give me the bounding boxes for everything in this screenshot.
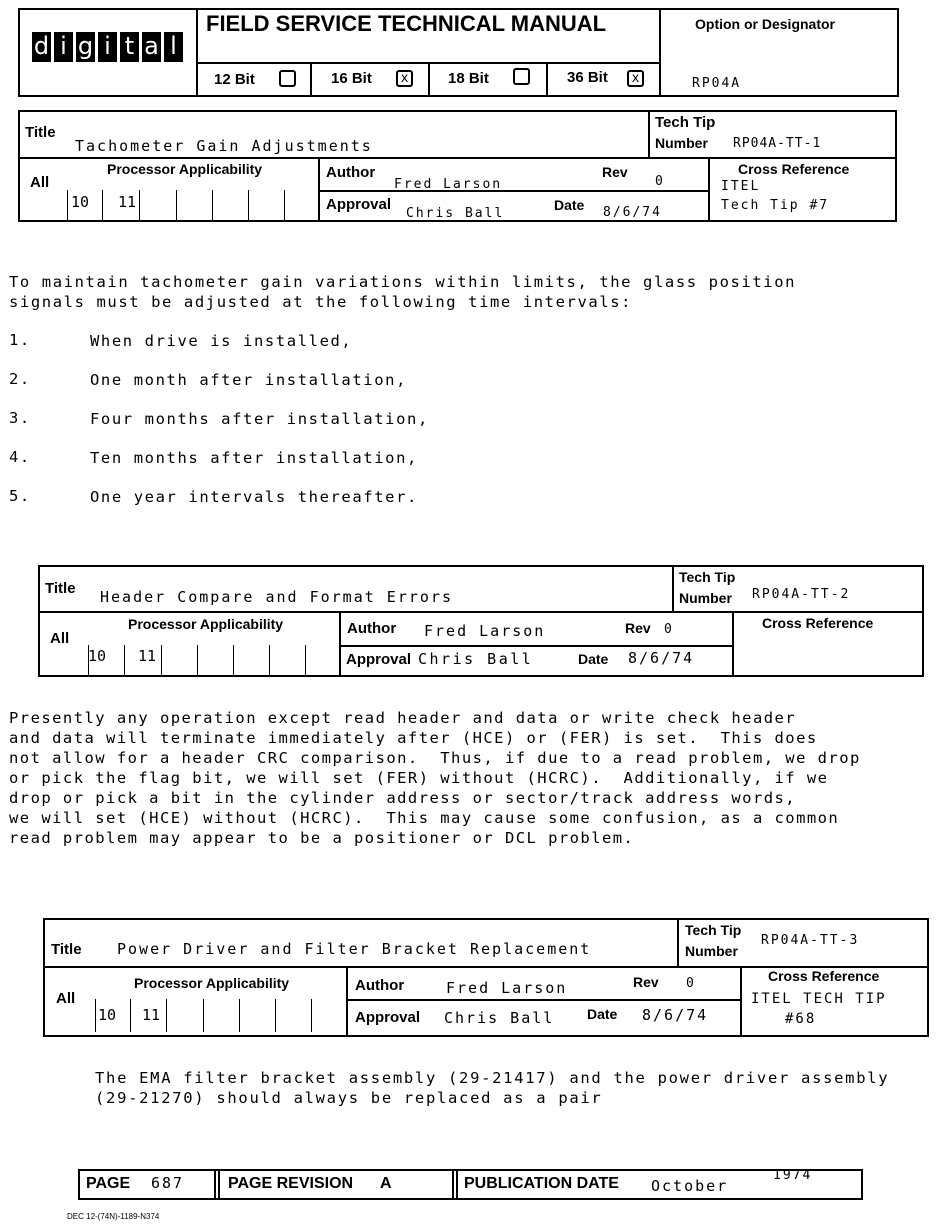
proc-tick xyxy=(161,645,162,675)
tip1-date-label: Date xyxy=(554,197,585,213)
tip2-body: Presently any operation except read header and data or write check header and data will terminate immediately after (HCE) or (FER) is set. This does not allow for a header CRC comparison. Thus, if due to a read problem, we drop or pick the flag bit, we will set (FER) without (HCRC). Additionally, if we drop or pick a bit in the cylinder address or sector/track address words, we will set (HCE) without (HCRC). This may cause some confusion, as a common read problem may appear to be a positioner or DCL problem. xyxy=(9,709,861,847)
tip2-title: Header Compare and Format Errors xyxy=(100,588,453,606)
tip1-rev: 0 xyxy=(655,174,665,189)
tip3-author-label: Author xyxy=(355,977,405,994)
bit-18-label: 18 Bit xyxy=(448,70,489,87)
publication-date-label: PUBLICATION DATE xyxy=(464,1175,619,1192)
proc-tick xyxy=(95,999,96,1032)
tip2-number-label: Number xyxy=(679,590,732,606)
logo-letter: i xyxy=(98,32,117,62)
tip3-author: Fred Larson xyxy=(446,979,568,997)
tip3-all-label: All xyxy=(56,990,76,1007)
tip1-col-divider xyxy=(648,110,650,158)
option-value: RP04A xyxy=(692,76,742,91)
tip1-author-label: Author xyxy=(326,164,376,181)
tip3-approval-label: Approval xyxy=(355,1009,421,1026)
tip3-rev: 0 xyxy=(686,976,696,991)
bit-18-checkbox[interactable] xyxy=(513,68,530,85)
tip1-intro: To maintain tachometer gain variations within limits, the glass position signals must be adjusted at the following time intervals: xyxy=(9,273,797,311)
bit-36-checkbox[interactable]: x xyxy=(627,70,644,87)
list-item-number: 1. xyxy=(9,331,31,349)
tip3-col-divider xyxy=(346,966,348,1036)
tip3-processor-10: 10 xyxy=(98,1006,117,1024)
proc-tick xyxy=(197,645,198,675)
proc-tick xyxy=(305,645,306,675)
footer-divider xyxy=(218,1169,220,1200)
tip2-number: RP04A-TT-2 xyxy=(752,587,851,602)
publication-month: October xyxy=(651,1177,729,1195)
tip1-row-divider xyxy=(18,157,897,159)
tip1-processor-11: 11 xyxy=(118,193,137,211)
proc-tick xyxy=(212,190,213,220)
tip2-techtip-label: Tech Tip xyxy=(679,569,736,585)
logo-letter: t xyxy=(120,32,139,62)
bit-divider xyxy=(546,62,548,96)
tip3-rev-label: Rev xyxy=(633,974,659,990)
proc-tick xyxy=(203,999,204,1032)
proc-tick xyxy=(130,999,131,1032)
tip2-rev-label: Rev xyxy=(625,620,651,636)
proc-tick xyxy=(166,999,167,1032)
logo-letter: g xyxy=(77,32,94,60)
tip3-date: 8/6/74 xyxy=(642,1006,709,1024)
proc-tick xyxy=(269,645,270,675)
list-item-text: One month after installation, xyxy=(90,371,408,389)
tip2-approval: Chris Ball xyxy=(418,650,534,668)
proc-tick xyxy=(311,999,312,1032)
list-item-text: When drive is installed, xyxy=(90,332,353,350)
tip3-col-divider xyxy=(677,918,679,967)
tip1-techtip-label: Tech Tip xyxy=(655,114,716,131)
header-divider-logo xyxy=(196,8,198,97)
tip3-title: Power Driver and Filter Bracket Replacement xyxy=(117,940,592,958)
tip1-crossref-line1: ITEL xyxy=(721,179,761,194)
tip1-approval: Chris Ball xyxy=(406,206,505,221)
option-label: Option or Designator xyxy=(695,16,835,32)
proc-tick xyxy=(233,645,234,675)
tip1-title: Tachometer Gain Adjustments xyxy=(75,137,373,155)
tip2-col-divider xyxy=(672,565,674,612)
list-item-number: 3. xyxy=(9,409,31,427)
bit-36-label: 36 Bit xyxy=(567,69,608,86)
header-divider-option xyxy=(659,8,661,97)
tip1-approval-label: Approval xyxy=(326,196,392,213)
tip2-date: 8/6/74 xyxy=(628,649,695,667)
list-item-number: 4. xyxy=(9,448,31,466)
tip3-col-divider xyxy=(740,966,742,1036)
tip1-number: RP04A-TT-1 xyxy=(733,136,822,151)
tip3-date-label: Date xyxy=(587,1006,618,1022)
bit-16-checkbox[interactable]: x xyxy=(396,70,413,87)
tip2-all-label: All xyxy=(50,630,70,647)
page-number: 687 xyxy=(151,1174,185,1192)
tip3-author-divider xyxy=(346,999,741,1001)
list-item-number: 2. xyxy=(9,370,31,388)
tip1-processor-10: 10 xyxy=(71,193,90,211)
tip3-crossref-line1: ITEL TECH TIP xyxy=(751,991,887,1007)
tip2-title-label: Title xyxy=(45,580,76,597)
tip1-date: 8/6/74 xyxy=(603,205,662,220)
tip2-rev: 0 xyxy=(664,622,674,637)
proc-tick xyxy=(102,190,103,220)
tip3-techtip-label: Tech Tip xyxy=(685,922,742,938)
tip2-author-divider xyxy=(339,645,733,647)
proc-tick xyxy=(284,190,285,220)
tip1-number-label: Number xyxy=(655,135,708,151)
publication-year: 1974 xyxy=(773,1168,813,1183)
tip1-crossref-label: Cross Reference xyxy=(738,161,850,177)
tip3-crossref-label: Cross Reference xyxy=(768,968,880,984)
page-revision-label: PAGE REVISION xyxy=(228,1175,354,1192)
tip2-crossref-label: Cross Reference xyxy=(762,615,874,631)
tip1-all-label: All xyxy=(30,174,50,191)
tip3-number: RP04A-TT-3 xyxy=(761,933,860,948)
tip2-processor-10: 10 xyxy=(88,647,107,665)
tip1-title-label: Title xyxy=(25,124,56,141)
bit-16-label: 16 Bit xyxy=(331,70,372,87)
tip3-crossref-line2: #68 xyxy=(785,1011,817,1027)
tip1-author-divider xyxy=(318,190,708,192)
tip3-processor-label: Processor Applicability xyxy=(134,975,290,991)
proc-tick xyxy=(275,999,276,1032)
logo-letter: l xyxy=(164,32,183,62)
tip2-col-divider xyxy=(339,611,341,676)
list-item-text: Ten months after installation, xyxy=(90,449,418,467)
proc-tick xyxy=(139,190,140,220)
proc-tick xyxy=(176,190,177,220)
bit-12-label: 12 Bit xyxy=(214,71,255,88)
logo-letter: a xyxy=(142,32,161,62)
tip1-col-divider xyxy=(708,157,710,221)
logo-letter: d xyxy=(33,32,50,60)
list-item-text: One year intervals thereafter. xyxy=(90,488,418,506)
proc-tick xyxy=(239,999,240,1032)
page-revision-value: A xyxy=(380,1175,392,1192)
tip2-date-label: Date xyxy=(578,651,609,667)
tip1-rev-label: Rev xyxy=(602,164,628,180)
list-item-number: 5. xyxy=(9,487,31,505)
page-label: PAGE xyxy=(86,1175,131,1192)
tip1-crossref-line2: Tech Tip #7 xyxy=(721,198,830,213)
tip2-author: Fred Larson xyxy=(424,622,546,640)
digital-logo xyxy=(32,32,183,62)
tip2-processor-label: Processor Applicability xyxy=(128,616,284,632)
tip1-col-divider xyxy=(318,157,320,221)
bit-12-checkbox[interactable] xyxy=(279,70,296,87)
footer-divider xyxy=(452,1169,454,1200)
tip3-approval: Chris Ball xyxy=(444,1009,555,1027)
tip1-author: Fred Larson xyxy=(394,177,503,192)
tip2-approval-label: Approval xyxy=(346,651,412,668)
proc-tick xyxy=(124,645,125,675)
tip2-col-divider xyxy=(732,611,734,676)
footer-divider xyxy=(456,1169,458,1200)
tip1-processor-label: Processor Applicability xyxy=(107,161,263,177)
manual-title: FIELD SERVICE TECHNICAL MANUAL xyxy=(206,11,607,36)
tip3-number-label: Number xyxy=(685,943,738,959)
tip2-author-label: Author xyxy=(347,620,397,637)
tip3-body: The EMA filter bracket assembly (29-21417) and the power driver assembly (29-21270) should always be replaced as a pair xyxy=(95,1069,890,1107)
proc-tick xyxy=(67,190,68,220)
tip3-processor-11: 11 xyxy=(142,1006,161,1024)
form-code: DEC 12-(74N)-1189-N374 xyxy=(67,1212,160,1221)
tip2-processor-11: 11 xyxy=(138,647,157,665)
tip3-title-label: Title xyxy=(51,941,82,958)
logo-letter: i xyxy=(54,32,73,62)
footer-divider xyxy=(214,1169,216,1200)
bit-divider xyxy=(310,62,312,96)
tip2-row-divider xyxy=(38,611,924,613)
bit-divider xyxy=(428,62,430,96)
proc-tick xyxy=(248,190,249,220)
list-item-text: Four months after installation, xyxy=(90,410,429,428)
